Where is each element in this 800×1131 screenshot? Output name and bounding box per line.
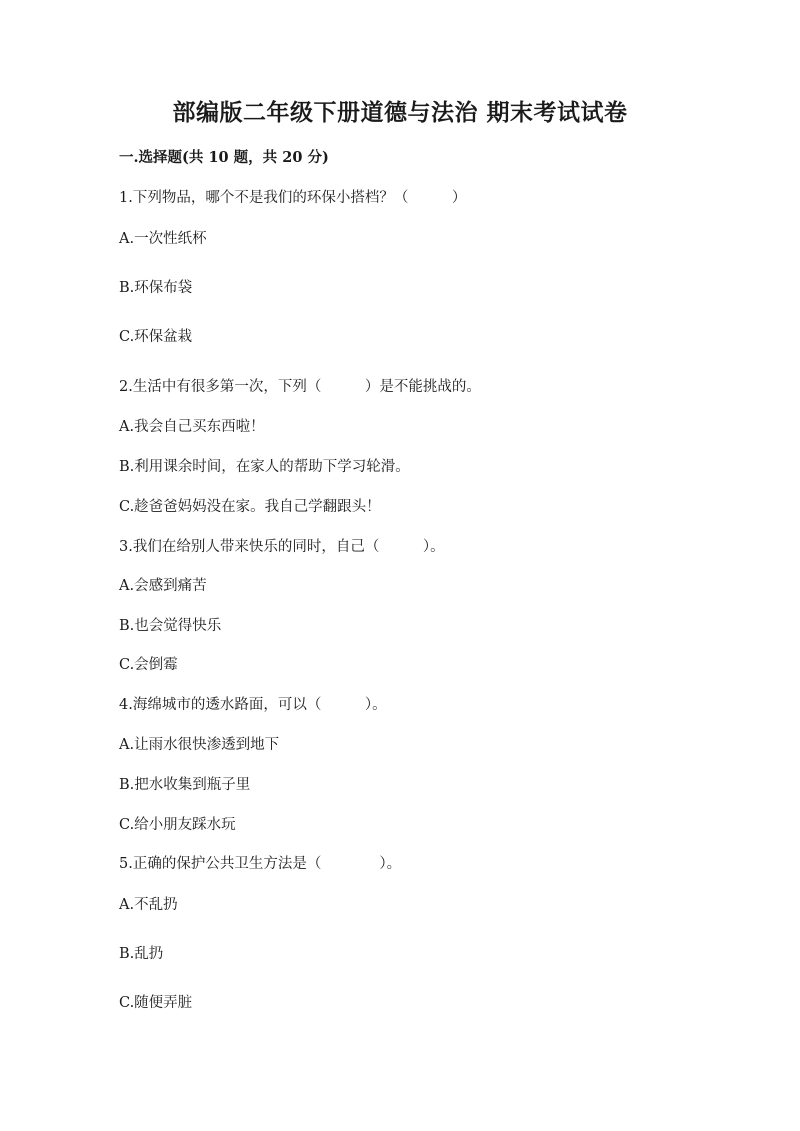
question-4-option-b: B.把水收集到瓶子里	[119, 777, 251, 793]
question-5-option-b: B.乱扔	[119, 946, 164, 962]
question-5-option-c: C.随便弄脏	[119, 995, 193, 1011]
question-2-option-b: B.利用课余时间，在家人的帮助下学习轮滑。	[119, 459, 410, 475]
question-1-stem: 1.下列物品，哪个不是我们的环保小搭档？（ ）	[119, 190, 467, 206]
question-4-option-a: A.让雨水很快渗透到地下	[119, 737, 280, 753]
question-1-option-b: B.环保布袋	[119, 280, 193, 296]
question-3-option-b: B.也会觉得快乐	[119, 618, 222, 634]
question-4-option-c: C.给小朋友踩水玩	[119, 817, 236, 833]
question-2-stem: 2.生活中有很多第一次，下列（ ）是不能挑战的。	[119, 379, 481, 395]
question-3-option-c: C.会倒霉	[119, 657, 178, 673]
question-2-option-a: A.我会自己买东西啦！	[119, 419, 265, 435]
question-4-stem: 4.海绵城市的透水路面，可以（ ）。	[119, 697, 387, 713]
question-5-stem: 5.正确的保护公共卫生方法是（ ）。	[119, 856, 402, 872]
question-1-option-a: A.一次性纸杯	[119, 231, 207, 247]
question-1-option-c: C.环保盆栽	[119, 329, 193, 345]
question-3-option-a: A.会感到痛苦	[119, 578, 207, 594]
question-3-stem: 3.我们在给别人带来快乐的同时，自己（ ）。	[119, 539, 445, 555]
question-2-option-c: C.趁爸爸妈妈没在家。我自己学翻跟头！	[119, 499, 381, 515]
question-5-option-a: A.不乱扔	[119, 897, 178, 913]
section-heading: 一.选择题(共 10 题，共 20 分)	[119, 149, 329, 166]
page-title: 部编版二年级下册道德与法治 期末考试试卷	[172, 99, 628, 126]
